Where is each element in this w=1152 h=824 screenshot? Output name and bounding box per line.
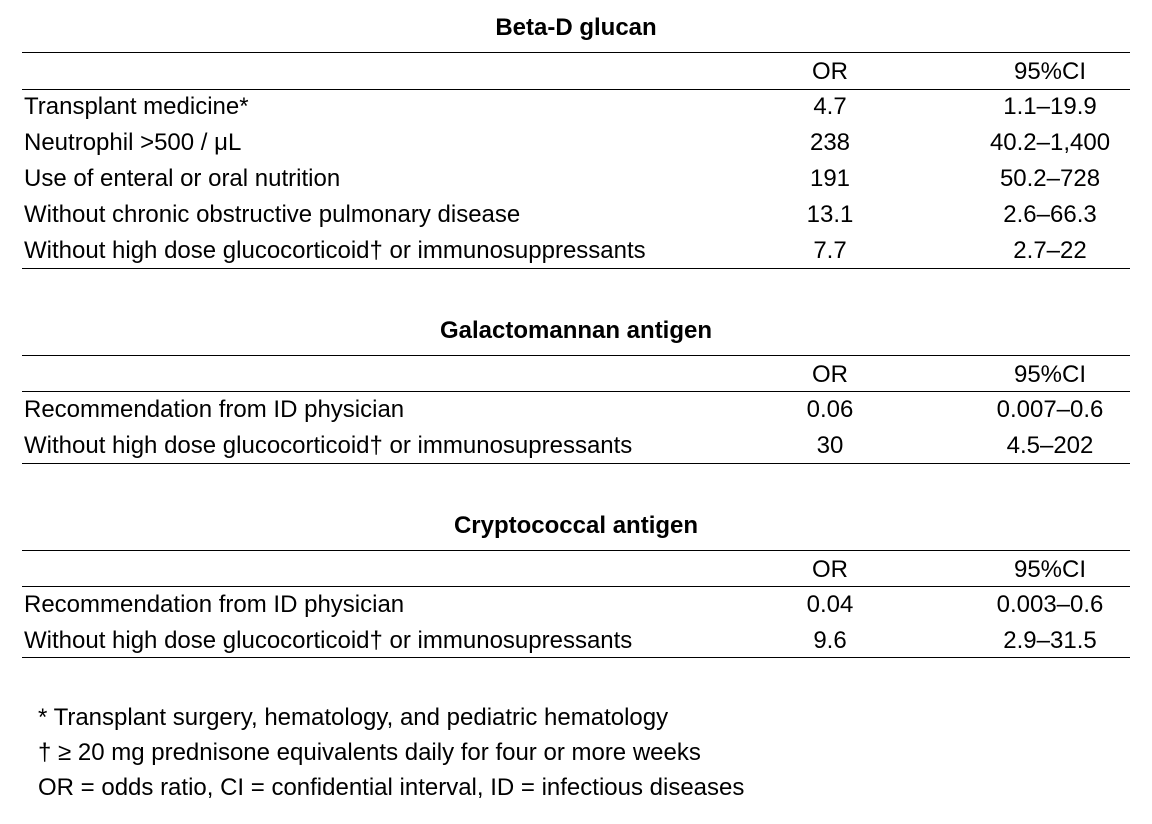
header-row	[22, 357, 1130, 393]
row-label: Neutrophil >500 / μL	[24, 129, 242, 156]
row-or: 7.7	[813, 237, 847, 264]
row-ci: 4.5–202	[1006, 432, 1094, 459]
top-rule	[22, 355, 1130, 356]
top-rule	[22, 550, 1130, 551]
footnotes	[38, 700, 744, 805]
row-ci: 0.003–0.6	[996, 591, 1104, 618]
header-row	[22, 552, 1130, 588]
bottom-rule	[22, 268, 1130, 269]
row-or: 238	[809, 129, 851, 156]
row-or: 0.04	[806, 591, 854, 618]
bottom-rule	[22, 463, 1130, 464]
table-row	[22, 197, 1130, 233]
row-label: Without chronic obstructive pulmonary disease	[24, 201, 521, 228]
row-or: 9.6	[813, 627, 847, 654]
footnote-abbreviations: OR = odds ratio, CI = confidential interval, ID = infectious diseases	[38, 774, 745, 801]
table-row	[22, 428, 1130, 464]
row-or: 4.7	[813, 93, 847, 120]
table-row	[22, 233, 1130, 269]
row-or: 13.1	[806, 201, 854, 228]
row-ci: 2.9–31.5	[1003, 627, 1097, 654]
row-ci: 2.7–22	[1013, 237, 1087, 264]
or-header: OR	[812, 361, 848, 388]
ci-header: 95%CI	[1013, 556, 1087, 583]
row-label: Transplant medicine*	[24, 93, 249, 120]
table-row	[22, 89, 1130, 125]
or-header: OR	[812, 556, 848, 583]
footnote-dagger: † ≥ 20 mg prednisone equivalents daily for four or more weeks	[38, 739, 701, 766]
table-row	[22, 125, 1130, 161]
row-ci: 0.007–0.6	[996, 396, 1104, 423]
ci-header: 95%CI	[1013, 361, 1087, 388]
row-or: 191	[809, 165, 851, 192]
table-row	[22, 161, 1130, 197]
footnote-asterisk: * Transplant surgery, hematology, and pediatric hematology	[38, 704, 669, 731]
table-title: Cryptococcal antigen	[453, 512, 699, 539]
table-row	[22, 623, 1130, 659]
or-header: OR	[812, 58, 848, 85]
row-or: 30	[816, 432, 844, 459]
row-ci: 40.2–1,400	[989, 129, 1111, 156]
row-ci: 2.6–66.3	[1003, 201, 1097, 228]
row-label: Without high dose glucocorticoid† or immunosupressants	[24, 432, 633, 459]
bottom-rule	[22, 657, 1130, 658]
ci-header: 95%CI	[1013, 58, 1087, 85]
row-ci: 50.2–728	[999, 165, 1101, 192]
table-title: Galactomannan antigen	[439, 317, 713, 344]
table-row	[22, 392, 1130, 428]
row-label: Without high dose glucocorticoid† or immunosuppressants	[24, 237, 646, 264]
row-label: Without high dose glucocorticoid† or immunosupressants	[24, 627, 633, 654]
row-or: 0.06	[806, 396, 854, 423]
table-title: Beta-D glucan	[495, 14, 657, 41]
row-label: Recommendation from ID physician	[24, 591, 405, 618]
top-rule	[22, 52, 1130, 53]
header-row	[22, 54, 1130, 90]
table-row	[22, 587, 1130, 623]
row-ci: 1.1–19.9	[1003, 93, 1097, 120]
row-label: Use of enteral or oral nutrition	[24, 165, 341, 192]
row-label: Recommendation from ID physician	[24, 396, 405, 423]
